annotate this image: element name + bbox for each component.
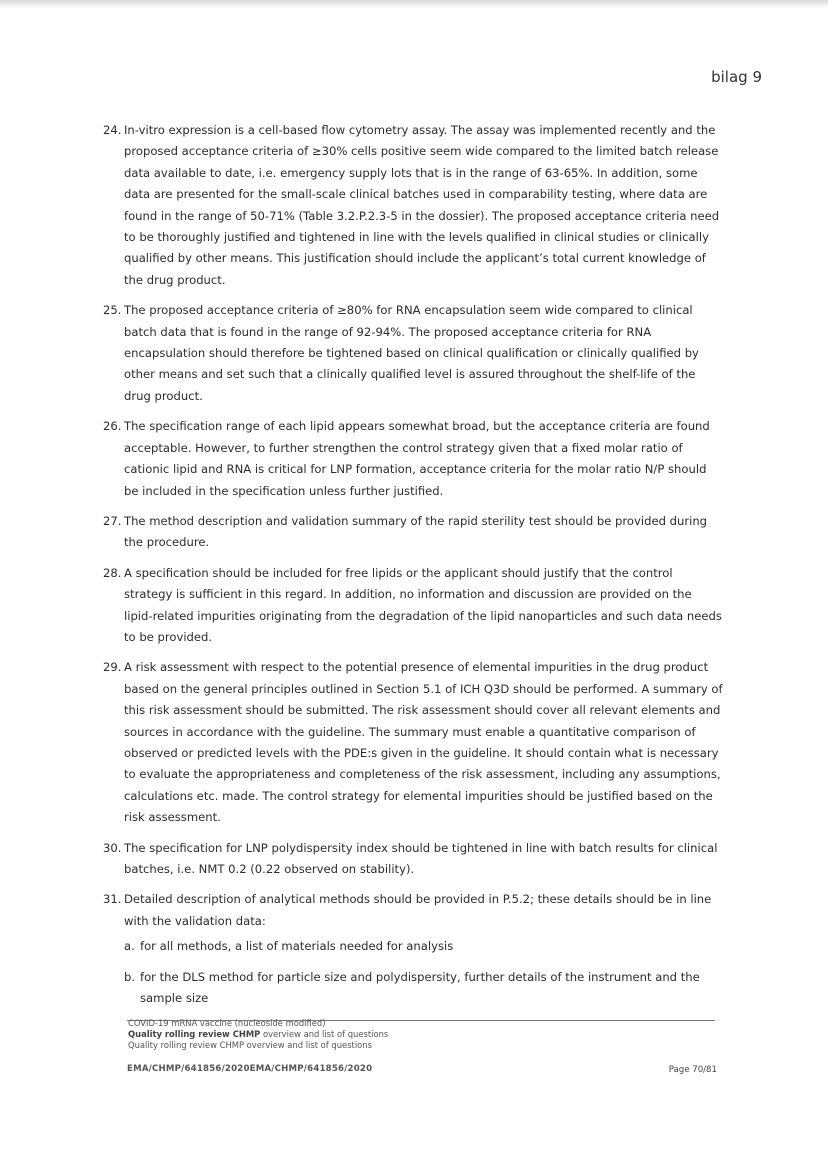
question-item-28: [103, 563, 723, 649]
annex-label: bilag 9: [711, 68, 762, 86]
question-item-29: [103, 657, 723, 828]
item-number: 27.: [103, 513, 122, 528]
sub-item-a: [124, 936, 723, 957]
question-list: [103, 120, 723, 1018]
sub-item-text: for all methods, a list of materials needed for analysis: [140, 939, 454, 954]
footer-review-bold: Quality rolling review CHMP: [128, 1029, 261, 1040]
item-number: 30.: [103, 840, 122, 855]
item-number: 24.: [103, 123, 122, 137]
item-number: 26.: [103, 419, 122, 434]
question-item-25: [103, 300, 723, 407]
question-item-31: [103, 889, 723, 1009]
footer-review-rest: overview and list of questions: [260, 1029, 389, 1040]
document-reference: EMA/CHMP/641856/2020EMA/CHMP/641856/2020: [127, 1064, 373, 1074]
item-text: Detailed description of analytical methods should be provided in P.5.2; these details should be in line with the validation data:: [124, 892, 712, 928]
item-text: The specification for LNP polydispersity index should be tightened in line with batch results for clinical batches, i.e. NMT 0.2 (0.22 observed on stability).: [124, 840, 718, 876]
item-text: The method description and validation summary of the rapid sterility test should be provided during the procedure.: [124, 513, 708, 550]
item-text: The specification range of each lipid appears somewhat broad, but the acceptance criteria are found acceptable. However, to further strengthen the control strategy given that a fixed molar ratio of cationic lipid and RNA is critical for LNP formation, acceptance criteria for the molar ratio N/P should be included in the specification unless further justified.: [124, 419, 710, 498]
item-text: A specification should be included for free lipids or the applicant should justify that the control strategy is sufficient in this regard. In addition, no information and discussion are provided on the lipid-related impurities originating from the degradation of the lipid nanoparticles and such data needs to be provided.: [124, 565, 722, 644]
sub-item-text: for the DLS method for particle size and polydispersity, further details of the instrument and the sample size: [140, 969, 700, 1006]
footer-info: [128, 1018, 388, 1052]
item-number: 29.: [103, 660, 122, 675]
footer-review: [128, 1029, 388, 1040]
sub-item-b: [124, 967, 723, 1010]
question-item-24: [103, 120, 723, 291]
footer-review-plain: Quality rolling review CHMP overview and list of questions: [128, 1040, 372, 1051]
question-item-27: [103, 511, 723, 554]
item-number: 25.: [103, 303, 122, 318]
item-number: 31.: [103, 892, 122, 907]
page-number: Page 70/81: [668, 1065, 717, 1075]
item-number: 28.: [103, 565, 122, 580]
item-text: A risk assessment with respect to the potential presence of elemental impurities in the drug product based on the general principles outlined in Section 5.1 of ICH Q3D should be performed. A summary of this risk assessment should be submitted. The risk assessment should cover all relevant elements and sources in accordance with the guideline. The summary must enable a quantitative comparison of observed or predicted levels with the PDE:s given in the guideline. It should contain what is necessary to evaluate the appropriateness and completeness of the risk assessment, including any assumptions, calculations etc. made. The control strategy for elemental impurities should be justified based on the risk assessment.: [124, 660, 723, 825]
footer-product: COVID-19 mRNA vaccine (nucleoside modified): [128, 1018, 326, 1028]
scan-edge: [0, 0, 828, 8]
item-text: In-vitro expression is a cell-based flow cytometry assay. The assay was implemented recently and the proposed acceptance criteria of ≥30% cells positive seem wide compared to the limited batch release data available to date, i.e. emergency supply lots that is in the range of 63-65%. In addition, some data are presented for the small-scale clinical batches used in comparability testing, where data are found in the range of 50-71% (Table 3.2.P.2.3-5 in the dossier). The proposed acceptance criteria need to be thoroughly justified and tightened in line with the levels qualified in clinical studies or clinically qualified by other means. This justification should include the applicant’s total current knowledge of the drug product.: [124, 123, 720, 287]
sub-list: [124, 936, 723, 1009]
sub-item-letter: a.: [124, 939, 135, 954]
question-item-30: [103, 838, 723, 881]
question-item-26: [103, 416, 723, 502]
sub-item-letter: b.: [124, 969, 136, 984]
item-text: The proposed acceptance criteria of ≥80% for RNA encapsulation seem wide compared to clinical batch data that is found in the range of 92-94%. The proposed acceptance criteria for RNA encapsulation should therefore be tightened based on clinical qualification or clinically qualified by other means and set such that a clinically qualified level is assured throughout the shelf-life of the drug product.: [124, 303, 699, 403]
